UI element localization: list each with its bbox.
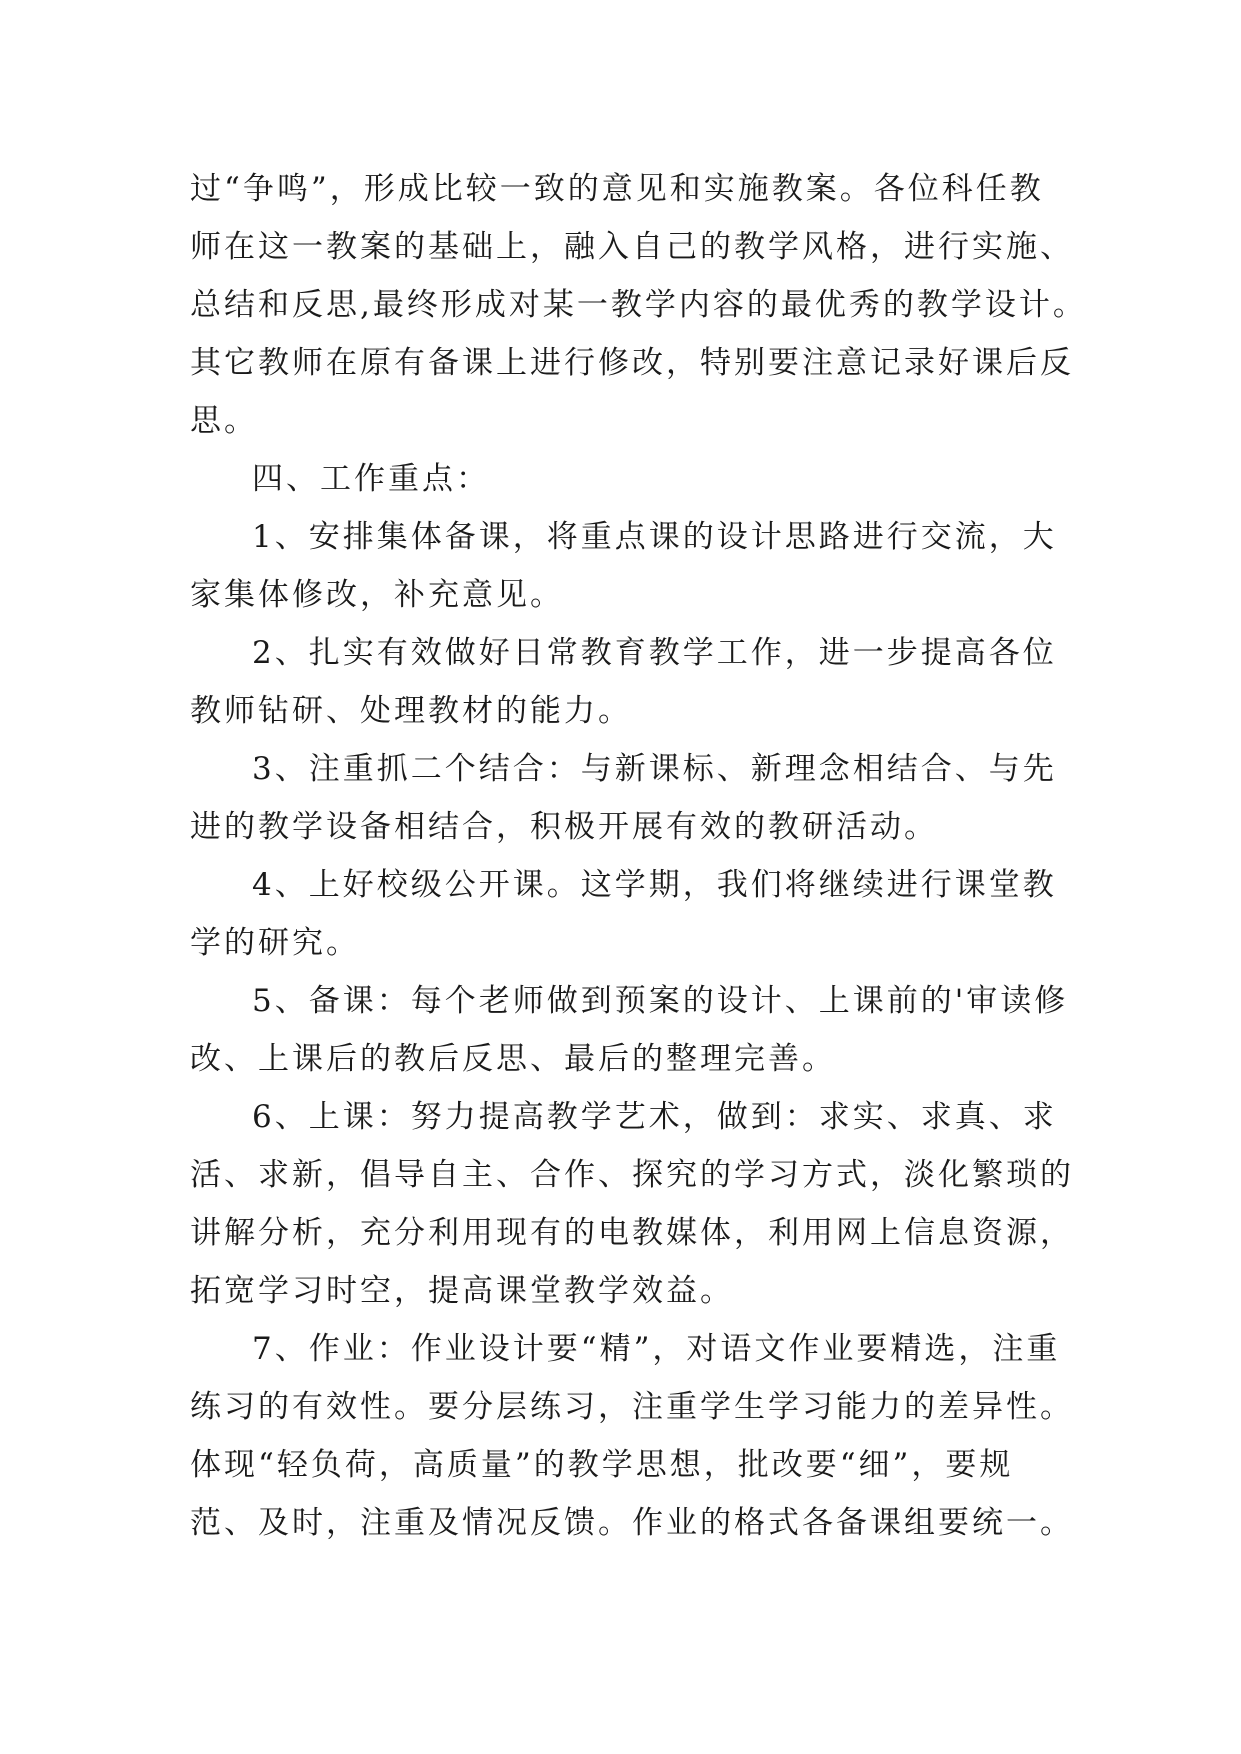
text-line: 拓宽学习时空，提高课堂教学效益。 bbox=[190, 1273, 734, 1309]
text-line: 思。 bbox=[190, 403, 258, 439]
document-body bbox=[190, 160, 1090, 1552]
text-line: 进的教学设备相结合，积极开展有效的教研活动。 bbox=[190, 809, 938, 845]
text-line: 过“争鸣”，形成比较一致的意见和实施教案。各位科任教 bbox=[190, 171, 1044, 207]
text-line: 家集体修改，补充意见。 bbox=[190, 577, 564, 613]
list-item-start: 3、注重抓二个结合：与新课标、新理念相结合、与先 bbox=[252, 751, 1057, 787]
list-item-start: 7、作业：作业设计要“精”，对语文作业要精选，注重 bbox=[252, 1331, 1061, 1367]
text-line: 讲解分析，充分利用现有的电教媒体，利用网上信息资源， bbox=[190, 1215, 1074, 1251]
section-heading: 四、工作重点： bbox=[252, 461, 490, 497]
list-item-start: 2、扎实有效做好日常教育教学工作，进一步提高各位 bbox=[252, 635, 1057, 671]
text-line: 教师钻研、处理教材的能力。 bbox=[190, 693, 632, 729]
text-line: 其它教师在原有备课上进行修改，特别要注意记录好课后反 bbox=[190, 345, 1074, 381]
text-line: 改、上课后的教后反思、最后的整理完善。 bbox=[190, 1041, 836, 1077]
text-line: 练习的有效性。要分层练习，注重学生学习能力的差异性。 bbox=[190, 1389, 1074, 1425]
list-item-start: 1、安排集体备课，将重点课的设计思路进行交流，大 bbox=[252, 519, 1057, 555]
list-item-start: 6、上课：努力提高教学艺术，做到：求实、求真、求 bbox=[252, 1099, 1057, 1135]
list-item-start: 5、备课：每个老师做到预案的设计、上课前的'审读修 bbox=[252, 983, 1069, 1019]
text-line: 总结和反思,最终形成对某一教学内容的最优秀的教学设计。 bbox=[190, 287, 1087, 323]
list-item-start: 4、上好校级公开课。这学期，我们将继续进行课堂教 bbox=[252, 867, 1057, 903]
text-line: 活、求新，倡导自主、合作、探究的学习方式，淡化繁琐的 bbox=[190, 1157, 1074, 1193]
text-line: 学的研究。 bbox=[190, 925, 360, 961]
text-line: 师在这一教案的基础上，融入自己的教学风格，进行实施、 bbox=[190, 229, 1074, 265]
text-line: 体现“轻负荷，高质量”的教学思想，批改要“细”，要规 bbox=[190, 1447, 1014, 1483]
text-line: 范、及时，注重及情况反馈。作业的格式各备课组要统一。 bbox=[190, 1505, 1074, 1541]
